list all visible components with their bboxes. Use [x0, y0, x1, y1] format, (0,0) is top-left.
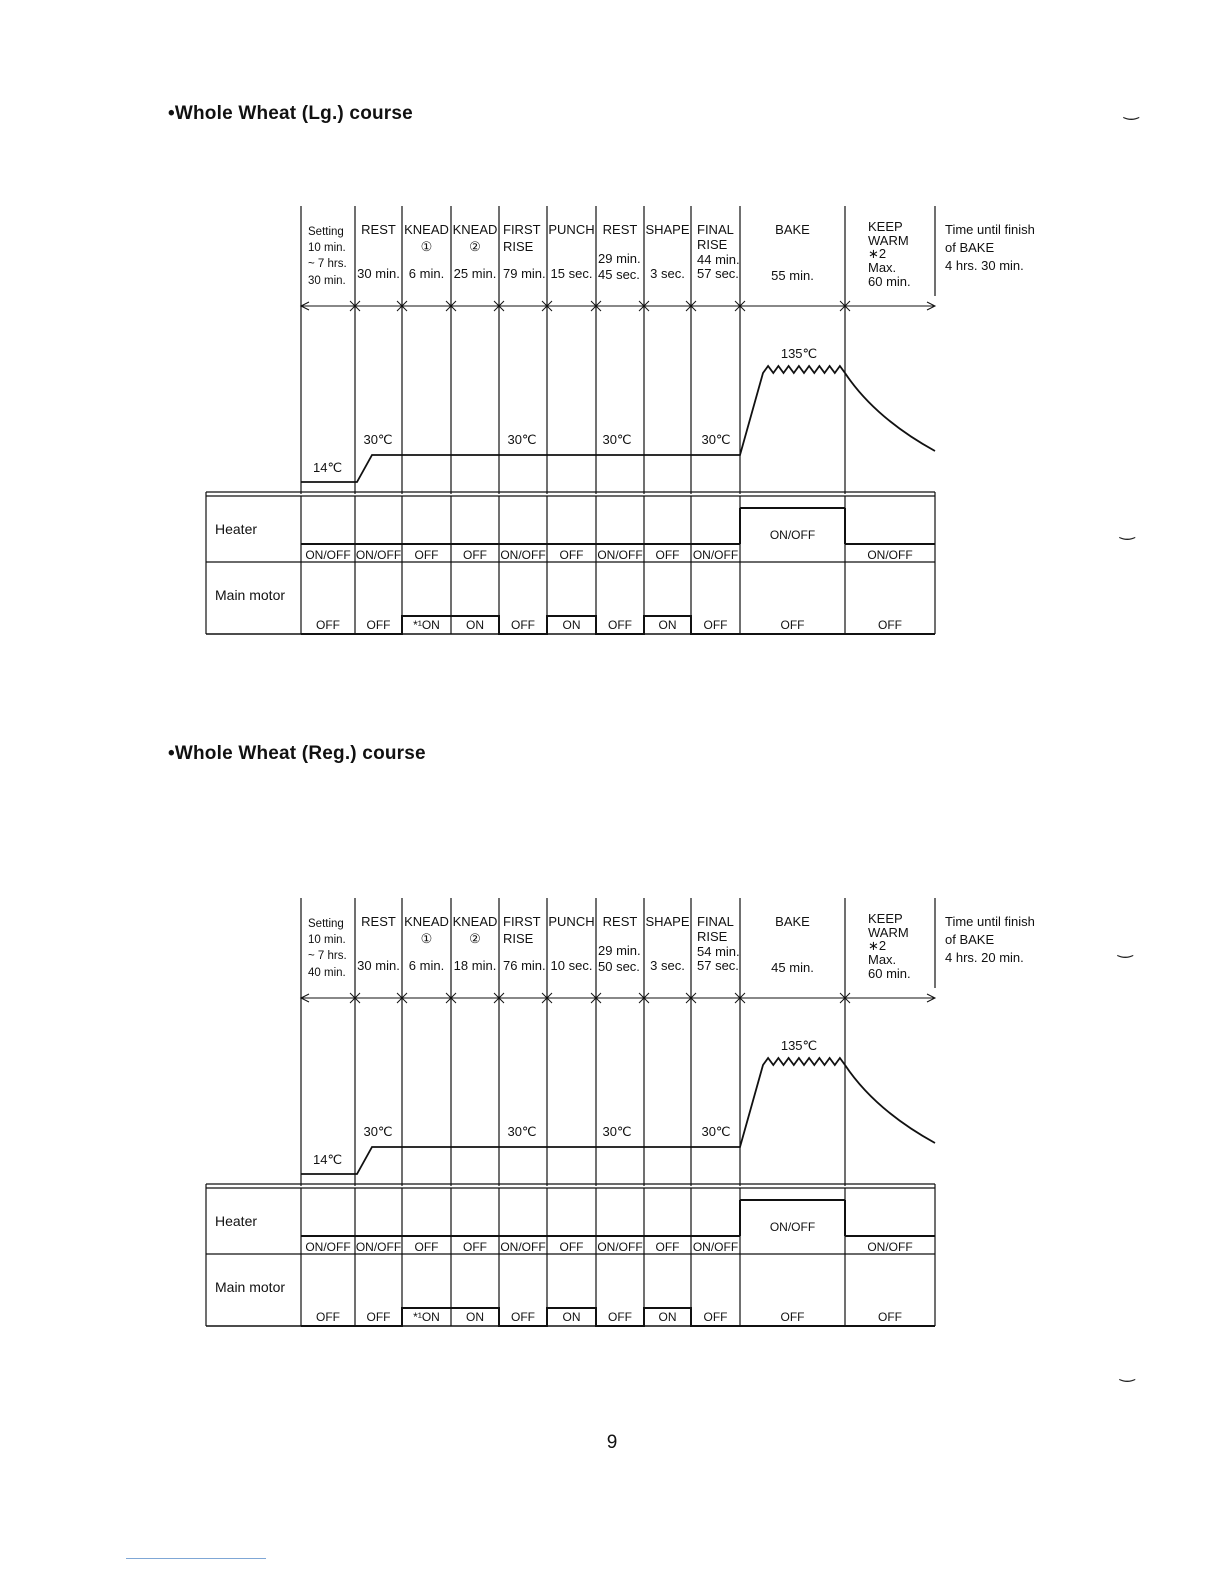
heater-state: ON/OFF	[305, 548, 351, 562]
finish-time-note: of BAKE	[945, 932, 995, 947]
finish-time-note: of BAKE	[945, 240, 995, 255]
phase-label: 30 min.	[357, 266, 400, 281]
page-number: 9	[606, 1432, 618, 1453]
timing-diagram-reg	[0, 888, 1224, 1348]
phase-label: BAKE	[775, 222, 810, 237]
motor-state: OFF	[366, 1310, 391, 1324]
motor-state: OFF	[703, 618, 728, 632]
phase-label: BAKE	[775, 914, 810, 929]
phase-label: 55 min.	[771, 268, 814, 283]
heater-state: ON/OFF	[692, 1240, 739, 1254]
heater-state: ON/OFF	[355, 548, 402, 562]
heater-state: ON/OFF	[769, 1220, 816, 1234]
row-label-heater: Heater	[215, 1213, 258, 1229]
phase-label: 60 min.	[868, 274, 911, 289]
phase-label: RISE	[503, 931, 534, 946]
phase-label: 44 min.	[697, 252, 740, 267]
motor-state: OFF	[316, 1310, 340, 1324]
temp-label: 30℃	[507, 1124, 537, 1139]
motor-state: OFF	[366, 618, 391, 632]
phase-label: RISE	[697, 237, 728, 252]
finish-time-note: 4 hrs. 20 min.	[945, 950, 1024, 965]
temp-label: 30℃	[701, 1124, 731, 1139]
phase-label: ~ 7 hrs.	[308, 258, 347, 270]
phase-label: 15 sec.	[550, 266, 593, 281]
heater-state: OFF	[559, 1240, 584, 1254]
phase-label: ②	[469, 239, 481, 254]
temp-label: 135℃	[780, 346, 818, 361]
heater-state: OFF	[414, 548, 439, 562]
phase-label: RISE	[503, 239, 534, 254]
phase-label: 10 sec.	[550, 958, 593, 973]
phase-label: 6 min.	[408, 958, 445, 973]
temperature-curve	[301, 1058, 935, 1174]
phase-label: FIRST	[503, 914, 541, 929]
phase-label: FINAL	[697, 914, 734, 929]
phase-label: SHAPE	[645, 914, 690, 929]
temp-label: 14℃	[313, 1152, 343, 1167]
phase-label: 76 min.	[503, 958, 546, 973]
phase-label: WARM	[868, 925, 909, 940]
temp-label: 30℃	[602, 432, 632, 447]
motor-state: OFF	[780, 618, 805, 632]
phase-label: KNEAD	[404, 914, 449, 929]
motor-state: OFF	[878, 618, 902, 632]
heater-state: ON/OFF	[500, 548, 546, 562]
phase-label: KEEP	[868, 219, 903, 234]
phase-label: REST	[602, 222, 638, 237]
phase-label: ∗2	[868, 246, 887, 261]
phase-label: 40 min.	[308, 967, 346, 979]
footer-rule	[126, 1558, 266, 1559]
phase-label: PUNCH	[548, 914, 595, 929]
phase-label: 79 min.	[503, 266, 546, 281]
phase-label: 30 min.	[357, 958, 400, 973]
motor-state: ON	[562, 1310, 581, 1324]
temp-label: 30℃	[602, 1124, 632, 1139]
heater-state: OFF	[414, 1240, 439, 1254]
phase-label: Max.	[868, 260, 897, 275]
temp-label: 30℃	[363, 432, 393, 447]
phase-label: 54 min.	[697, 944, 740, 959]
phase-label: ~ 7 hrs.	[308, 950, 347, 962]
heater-state: OFF	[655, 1240, 680, 1254]
phase-label: REST	[361, 222, 396, 237]
motor-state: ON	[658, 618, 677, 632]
phase-label: 29 min.	[598, 943, 641, 958]
phase-label: FINAL	[697, 222, 734, 237]
phase-label: KNEAD	[452, 222, 498, 237]
heater-state: OFF	[463, 1240, 487, 1254]
heater-state: ON/OFF	[769, 528, 816, 542]
phase-label: 45 min.	[771, 960, 814, 975]
phase-label: Max.	[868, 952, 897, 967]
phase-label: REST	[361, 914, 396, 929]
phase-label: 6 min.	[408, 266, 445, 281]
phase-label: 3 sec.	[650, 958, 685, 973]
margin-mark: ‿	[1120, 1362, 1135, 1383]
heater-state: ON/OFF	[867, 548, 913, 562]
timing-diagram-lg	[0, 196, 1224, 656]
phase-label: 29 min.	[598, 251, 641, 266]
phase-label: 25 min.	[453, 266, 497, 281]
phase-label: 3 sec.	[650, 266, 685, 281]
temp-label: 30℃	[507, 432, 537, 447]
phase-label: 18 min.	[453, 958, 497, 973]
temp-label: 30℃	[701, 432, 731, 447]
phase-label: 50 sec.	[598, 959, 640, 974]
row-label-motor: Main motor	[215, 587, 286, 603]
margin-mark: ‿	[1124, 100, 1139, 121]
phase-label: ①	[420, 931, 433, 946]
phase-label: FIRST	[503, 222, 541, 237]
motor-state: ON	[466, 618, 484, 632]
phase-label: KNEAD	[404, 222, 449, 237]
motor-state: ON	[658, 1310, 677, 1324]
phase-label: KEEP	[868, 911, 903, 926]
motor-state: ON	[466, 1310, 484, 1324]
finish-time-note: Time until finish	[945, 222, 1035, 237]
phase-label: 10 min.	[308, 242, 346, 254]
phase-label: WARM	[868, 233, 909, 248]
motor-state: OFF	[511, 1310, 535, 1324]
phase-label: 57 sec.	[697, 958, 739, 973]
motor-state: OFF	[511, 618, 535, 632]
phase-label: ②	[469, 931, 481, 946]
phase-label: ①	[420, 239, 433, 254]
row-label-heater: Heater	[215, 521, 258, 537]
phase-label: 10 min.	[308, 934, 346, 946]
phase-label: 60 min.	[868, 966, 911, 981]
row-label-motor: Main motor	[215, 1279, 286, 1295]
temp-label: 135℃	[780, 1038, 818, 1053]
phase-label: KNEAD	[452, 914, 498, 929]
course-title-reg: •Whole Wheat (Reg.) course	[168, 743, 426, 764]
margin-mark: ‿	[1120, 520, 1135, 541]
heater-state: OFF	[463, 548, 487, 562]
heater-state: ON/OFF	[305, 1240, 351, 1254]
margin-mark: ‿	[1118, 938, 1133, 959]
motor-state: OFF	[608, 618, 632, 632]
phase-label: Setting	[308, 918, 344, 930]
motor-state: OFF	[878, 1310, 902, 1324]
phase-label: REST	[602, 914, 638, 929]
heater-state: ON/OFF	[597, 1240, 643, 1254]
heater-state: ON/OFF	[867, 1240, 913, 1254]
temperature-curve	[301, 366, 935, 482]
motor-state: *¹ON	[413, 618, 440, 632]
heater-state: OFF	[655, 548, 680, 562]
phase-label: 45 sec.	[598, 267, 640, 282]
finish-time-note: 4 hrs. 30 min.	[945, 258, 1024, 273]
heater-state: OFF	[559, 548, 584, 562]
phase-label: RISE	[697, 929, 728, 944]
course-title-lg: •Whole Wheat (Lg.) course	[168, 103, 413, 124]
finish-time-note: Time until finish	[945, 914, 1035, 929]
heater-state: ON/OFF	[500, 1240, 546, 1254]
motor-state: OFF	[316, 618, 340, 632]
motor-state: *¹ON	[413, 1310, 440, 1324]
phase-label: SHAPE	[645, 222, 690, 237]
phase-label: PUNCH	[548, 222, 595, 237]
phase-label: 30 min.	[308, 275, 346, 287]
motor-state: OFF	[608, 1310, 632, 1324]
heater-state: ON/OFF	[692, 548, 739, 562]
motor-state: OFF	[780, 1310, 805, 1324]
heater-state: ON/OFF	[355, 1240, 402, 1254]
phase-label: Setting	[308, 226, 344, 238]
heater-state: ON/OFF	[597, 548, 643, 562]
phase-label: ∗2	[868, 938, 887, 953]
motor-state: ON	[562, 618, 581, 632]
temp-label: 14℃	[313, 460, 343, 475]
temp-label: 30℃	[363, 1124, 393, 1139]
phase-label: 57 sec.	[697, 266, 739, 281]
motor-state: OFF	[703, 1310, 728, 1324]
